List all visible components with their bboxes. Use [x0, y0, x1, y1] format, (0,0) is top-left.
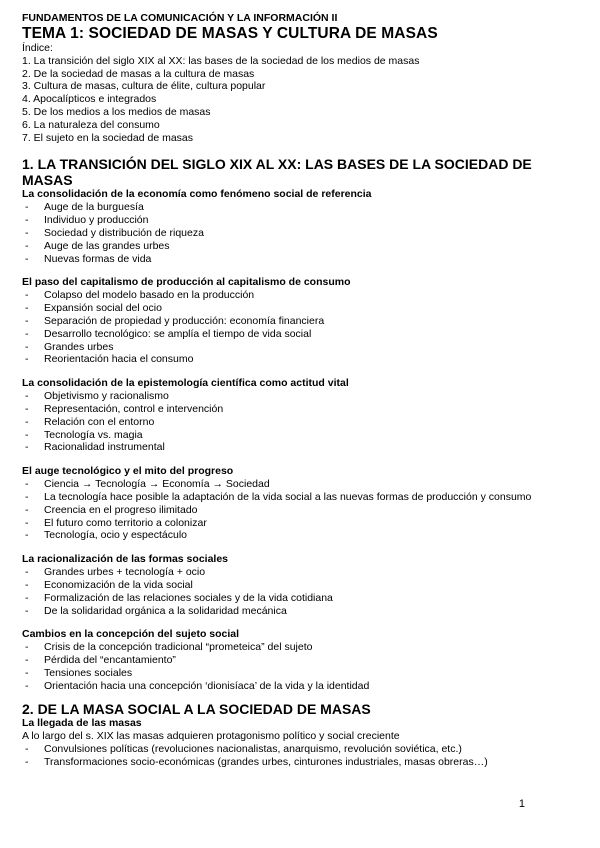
- list-item: - Grandes urbes: [22, 341, 572, 354]
- index-item: 7. El sujeto en la sociedad de masas: [22, 131, 194, 144]
- list-item: - Formalización de las relaciones sociales y de la vida cotidiana: [22, 592, 572, 605]
- list-item: - Ciencia → Tecnología → Economía → Sociedad: [22, 478, 572, 491]
- tema-title: TEMA 1: SOCIEDAD DE MASAS Y CULTURA DE MASAS: [22, 25, 438, 42]
- list-item: - Convulsiones políticas (revoluciones nacionalistas, anarquismo, revolución soviética, etc.): [22, 743, 572, 756]
- list-item: - Expansión social del ocio: [22, 302, 572, 315]
- list-item: - Creencia en el progreso ilimitado: [22, 504, 572, 517]
- list-item: - Relación con el entorno: [22, 416, 572, 429]
- list-item: - Colapso del modelo basado en la producción: [22, 289, 572, 302]
- list-item: - Racionalidad instrumental: [22, 441, 572, 454]
- list-item: - Economización de la vida social: [22, 579, 572, 592]
- bullet-list: [22, 743, 572, 769]
- section-1-heading: 1. LA TRANSICIÓN DEL SIGLO XIX AL XX: LAS BASES DE LA SOCIEDAD DE MASAS: [22, 156, 532, 189]
- index-item: 6. La naturaleza del consumo: [22, 118, 160, 131]
- subsection-title: Cambios en la concepción del sujeto social: [22, 628, 240, 641]
- list-item: - La tecnología hace posible la adaptación de la vida social a las nuevas formas de producción y consumo: [22, 491, 572, 504]
- index-item: 3. Cultura de masas, cultura de élite, cultura popular: [22, 80, 266, 93]
- list-item: - Pérdida del “encantamiento”: [22, 654, 572, 667]
- list-item: - Grandes urbes + tecnología + ocio: [22, 566, 572, 579]
- subsection-title: El paso del capitalismo de producción al capitalismo de consumo: [22, 276, 351, 289]
- bullet-list: [22, 478, 572, 542]
- subsection-title: La consolidación de la epistemología científica como actitud vital: [22, 377, 349, 390]
- list-item: - Sociedad y distribución de riqueza: [22, 227, 572, 240]
- list-item: - Crisis de la concepción tradicional “prometeica” del sujeto: [22, 641, 572, 654]
- list-item: - Nuevas formas de vida: [22, 253, 572, 266]
- index-item: 2. De la sociedad de masas a la cultura de masas: [22, 67, 255, 80]
- bullet-list: [22, 390, 572, 454]
- bullet-list: [22, 289, 572, 366]
- subsection-title: La llegada de las masas: [22, 717, 142, 730]
- list-item: - El futuro como territorio a colonizar: [22, 517, 572, 530]
- list-item: - Tecnología, ocio y espectáculo: [22, 529, 572, 542]
- list-item: - Separación de propiedad y producción: economía financiera: [22, 315, 572, 328]
- page-number: 1: [518, 798, 525, 810]
- list-item: - Tensiones sociales: [22, 667, 572, 680]
- list-item: - Objetivismo y racionalismo: [22, 390, 572, 403]
- list-item: - Orientación hacia una concepción ‘dionisíaca’ de la vida y la identidad: [22, 680, 572, 693]
- index-block: [22, 42, 572, 144]
- section-2-heading: 2. DE LA MASA SOCIAL A LA SOCIEDAD DE MASAS: [22, 701, 371, 718]
- list-item: - Transformaciones socio-económicas (grandes urbes, cinturones industriales, masas obreras…): [22, 756, 572, 769]
- list-item: - Desarrollo tecnológico: se amplía el tiempo de vida social: [22, 328, 572, 341]
- index-item: 4. Apocalípticos e integrados: [22, 93, 157, 106]
- subsection-title: El auge tecnológico y el mito del progreso: [22, 465, 234, 478]
- list-item: - Auge de las grandes urbes: [22, 240, 572, 253]
- list-item: - Individuo y producción: [22, 214, 572, 227]
- index-item: 5. De los medios a los medios de masas: [22, 105, 211, 118]
- index-item: 1. La transición del siglo XIX al XX: las bases de la sociedad de los medios de masas: [22, 54, 420, 67]
- section-paragraph: A lo largo del s. XIX las masas adquieren protagonismo político y social creciente: [22, 730, 400, 743]
- subsection-title: La racionalización de las formas sociales: [22, 553, 229, 566]
- subsection-title: La consolidación de la economía como fenómeno social de referencia: [22, 188, 372, 201]
- index-label: Índice:: [22, 42, 53, 54]
- list-item: - Tecnología vs. magia: [22, 429, 572, 442]
- list-item: - Auge de la burguesía: [22, 201, 572, 214]
- list-item: - De la solidaridad orgánica a la solidaridad mecánica: [22, 605, 572, 618]
- bullet-list: [22, 201, 572, 265]
- bullet-list: [22, 641, 572, 692]
- list-item: - Representación, control e intervención: [22, 403, 572, 416]
- bullet-list: [22, 566, 572, 617]
- list-item: - Reorientación hacia el consumo: [22, 353, 572, 366]
- course-title: FUNDAMENTOS DE LA COMUNICACIÓN Y LA INFORMACIÓN II: [22, 12, 338, 24]
